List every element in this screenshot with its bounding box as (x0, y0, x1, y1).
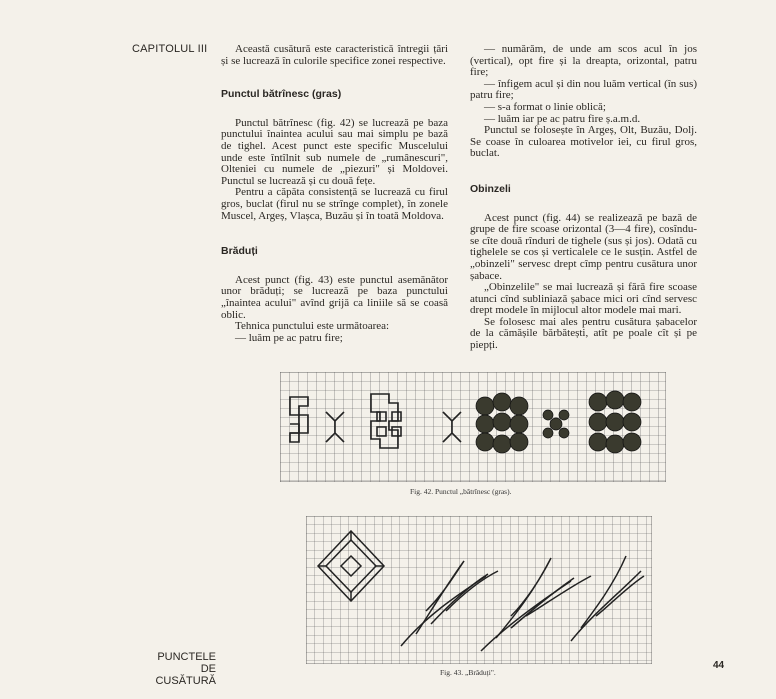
fig43-caption: Fig. 43. „Brăduți". (440, 668, 496, 677)
footer-section-label (140, 651, 216, 687)
page-number: 44 (713, 660, 725, 671)
right-para4: Se folosesc mai ales pentru cusătura șabacelor de la cămășile bărbătești, atît pe poale cît și pe piepți. (470, 315, 697, 352)
left-para3: Acest punct (fig. 43) este punctul asemănător unor brăduți; se lucrează pe baza punctului „înaintea acului" avînd grijă ca liniile să se coasă oblic. (221, 273, 448, 321)
left-para2: Pentru a căpăta consistență se lucrează cu firul gros, buclat (firul nu se strînge complet), în zonele Muscel, Argeș, Vlașca, Buzău și în toată Moldova. (221, 186, 448, 222)
chapter-label: CAPITOLUL III (132, 43, 208, 55)
right-line2: — înfigem acul și din nou luăm vertical (în sus) patru fire; (470, 77, 697, 102)
right-line1: — numărăm, de unde am scos acul în jos (vertical), opt fire și la dreapta, orizontal, patru fire; (470, 43, 697, 79)
right-para2: Acest punct (fig. 44) se realizează pe bază de grupe de fire scoase orizontal (3—4 fire), cosîndu-se cîte două rînduri de tighele (sus și jos). Odată cu tighelele se cos și verticalele ce le susțin. Astfel de „obinzeli" servesc drept cîmp pentru cusătura unor șabace. (470, 211, 697, 282)
right-line3: — s-a format o linie oblică; (484, 100, 606, 113)
right-para3: „Obinzelile" se mai lucrează și fără fire scoase atunci cînd subliniază șabace mici ori cînd servesc drept modele în mijlocul altor modele mai mari. (470, 281, 697, 317)
right-line4: — luăm iar pe ac patru fire ș.a.m.d. (484, 112, 641, 125)
heading-obinzeli: Obinzeli (470, 182, 511, 195)
left-para5: — luăm pe ac patru fire; (235, 331, 343, 344)
footer-label-line2: DE CUSĂTURĂ (155, 663, 216, 687)
left-para4: Tehnica punctului este următoarea: (235, 320, 390, 333)
fig42-caption: Fig. 42. Punctul „bătrînesc (gras). (410, 487, 512, 496)
right-column (470, 44, 697, 352)
heading-braduti: Brăduți (221, 245, 258, 258)
right-para1: Punctul se folosește în Argeș, Olt, Buzău, Dolj. Se coase în culoarea motivelor iei, cu firul gros, buclat. (470, 124, 697, 160)
left-column (221, 44, 448, 344)
left-para1: Punctul bătrînesc (fig. 42) se lucrează pe baza punctului înaintea acului sau mai simplu pe bază de tighel. Acest punct este specific Muscelului unde este întîlnit sub numele de „rumânescuri", Olteniei cu numele de „piezuri" și Moldovei. Punctul se lucrează și cu două fețe. (221, 116, 448, 187)
fig42-grid-illustration (280, 372, 666, 482)
left-intro: Această cusătură este caracteristică întregii țări și se lucrează în culorile specifice zonei respective. (221, 43, 448, 67)
footer-label-line1: PUNCTELE (157, 651, 216, 663)
fig43-grid-illustration (306, 516, 652, 664)
heading-punctul-batrinesc: Punctul bătrînesc (gras) (221, 88, 342, 101)
